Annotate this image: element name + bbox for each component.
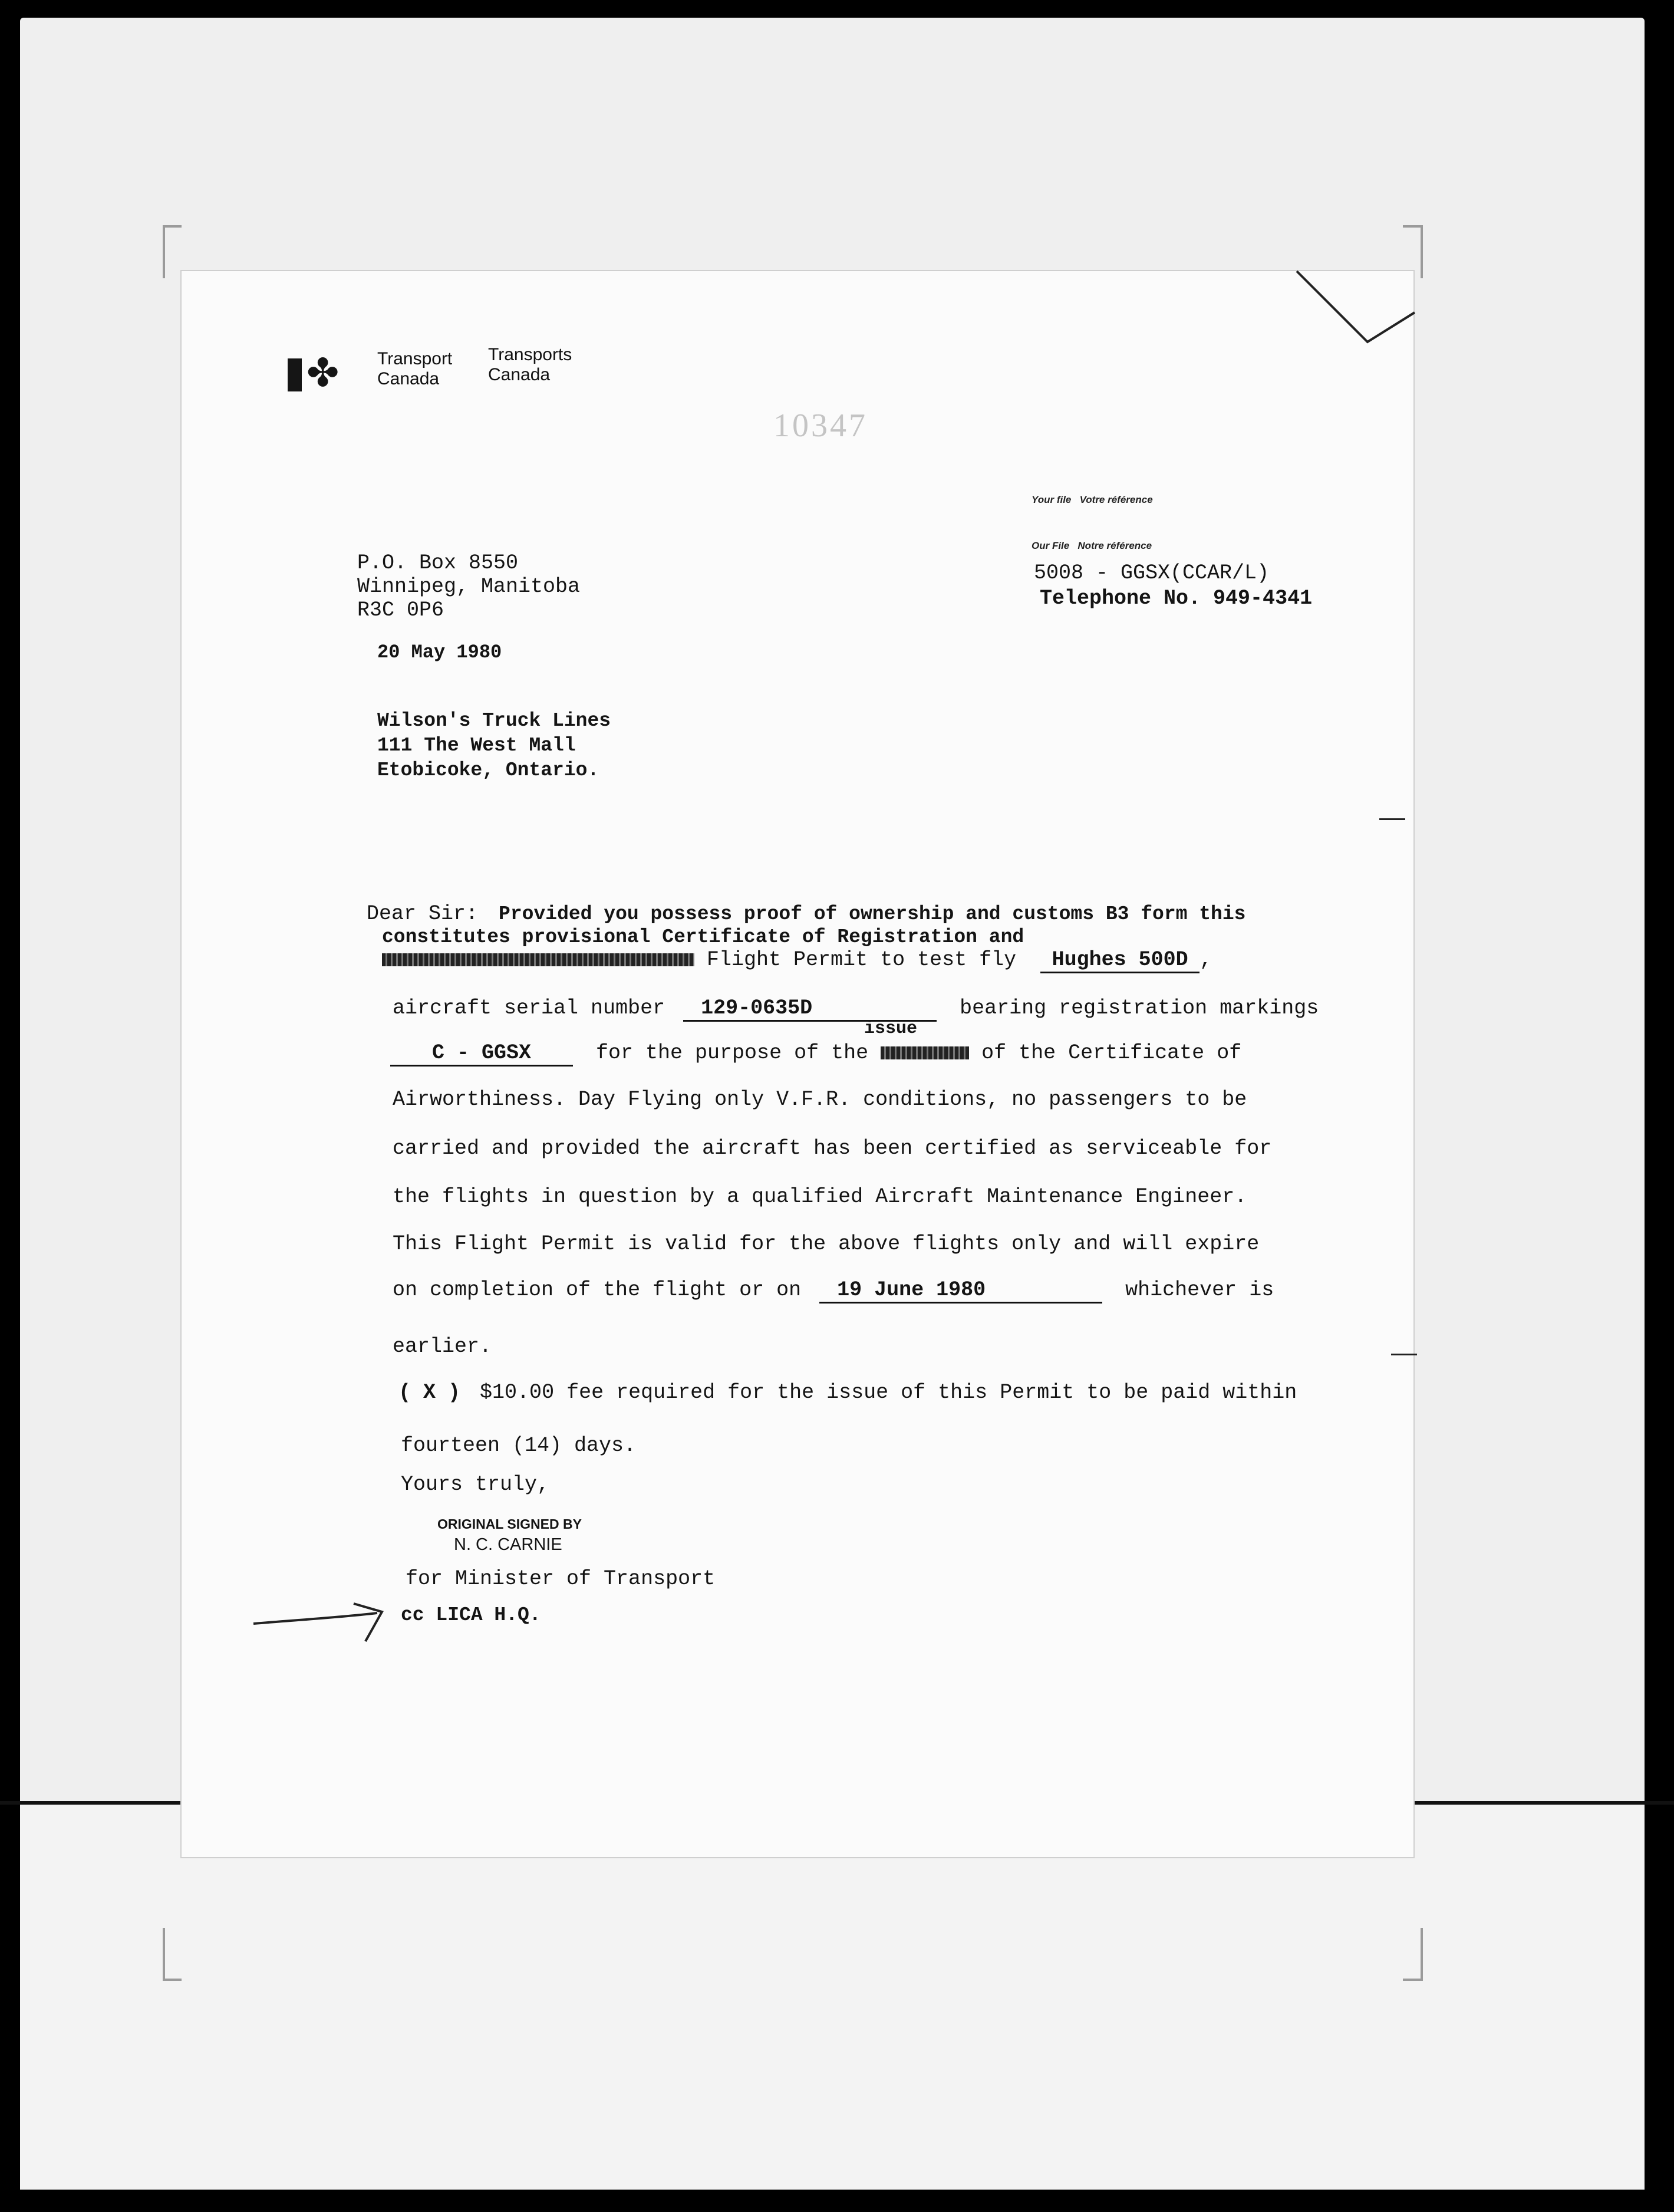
fee-line-2: fourteen (14) days. (401, 1434, 637, 1457)
crop-mark (1403, 225, 1423, 228)
letterhead-french: Transports Canada (488, 345, 572, 384)
folded-corner (1291, 265, 1421, 354)
sender-address: P.O. Box 8550 Winnipeg, Manitoba R3C 0P6 (357, 551, 581, 622)
crop-mark (1403, 1979, 1423, 1981)
lower-scan-area (20, 1805, 1645, 2190)
salutation: Dear Sir: (367, 902, 479, 926)
body-line-7: the flights in question by a qualified Aircraft Maintenance Engineer. (393, 1185, 1247, 1209)
signer-name: N. C. CARNIE (454, 1535, 562, 1554)
recipient-address: Wilson's Truck Lines 111 The West Mall Etobicoke, Ontario. (377, 710, 611, 781)
body-line-5: Airworthiness. Day Flying only V.F.R. conditions, no passengers to be (393, 1088, 1247, 1111)
body-line-4: C - GGSX for the purpose of the of the Certificate of (390, 1041, 1241, 1066)
struck-out-word (881, 1046, 969, 1059)
body-line-6: carried and provided the aircraft has been certified as serviceable for (393, 1137, 1272, 1160)
valediction: Yours truly, (401, 1473, 550, 1496)
signer-title: for Minister of Transport (406, 1567, 716, 1591)
telephone-number: Telephone No. 949-4341 (1040, 587, 1313, 610)
typed-insert-1: Provided you possess proof of ownership and customs B3 form this (499, 903, 1246, 925)
receipt-stamp: 10347 (773, 407, 868, 444)
crop-mark (1421, 1928, 1423, 1981)
aircraft-type: Hughes 500D (1040, 948, 1200, 973)
issue-insert: issue (864, 1019, 918, 1039)
letter-date: 20 May 1980 (377, 641, 502, 663)
body-line-1 (367, 902, 1245, 926)
body-line-10: earlier. (393, 1335, 492, 1358)
letterhead-english: Transport Canada (377, 349, 453, 389)
body-line-8: This Flight Permit is valid for the above flights only and will expire (393, 1232, 1260, 1256)
margin-mark (1379, 818, 1405, 820)
your-file-label: Your file Votre référence (1032, 494, 1153, 505)
body-line-9: on completion of the flight or on 19 June 1980 whichever is (393, 1278, 1274, 1304)
fee-line: ( X ) $10.00 fee required for the issue of this Permit to be paid within (398, 1381, 1297, 1404)
fee-checkbox: ( X ) (398, 1381, 461, 1404)
canada-flag-bar-icon (288, 358, 302, 391)
crop-mark (163, 225, 182, 228)
carbon-copy: cc LICA H.Q. (401, 1604, 541, 1626)
signed-note: ORIGINAL SIGNED BY (437, 1516, 582, 1532)
body-line-2: Flight Permit to test fly Hughes 500D , (382, 948, 1212, 973)
crop-mark (1421, 225, 1423, 278)
maple-leaf-icon: ✤ (307, 350, 340, 396)
serial-number: 129-0635D (683, 996, 937, 1022)
struck-out-text (382, 953, 694, 966)
crop-mark (163, 1979, 182, 1981)
handwritten-arrow-icon (248, 1595, 389, 1648)
registration-markings: C - GGSX (390, 1041, 573, 1066)
typed-insert-2: constitutes provisional Certificate of Registration and (382, 926, 1024, 948)
crop-mark (163, 1928, 165, 1981)
file-number: 5008 - GGSX(CCAR/L) (1034, 561, 1270, 585)
body-line-3: aircraft serial number 129-0635D bearing registration markings (393, 996, 1319, 1022)
margin-mark (1391, 1354, 1417, 1355)
our-file-label: Our File Notre référence (1032, 540, 1152, 551)
expiry-date: 19 June 1980 (819, 1278, 1102, 1304)
crop-mark (163, 225, 165, 278)
